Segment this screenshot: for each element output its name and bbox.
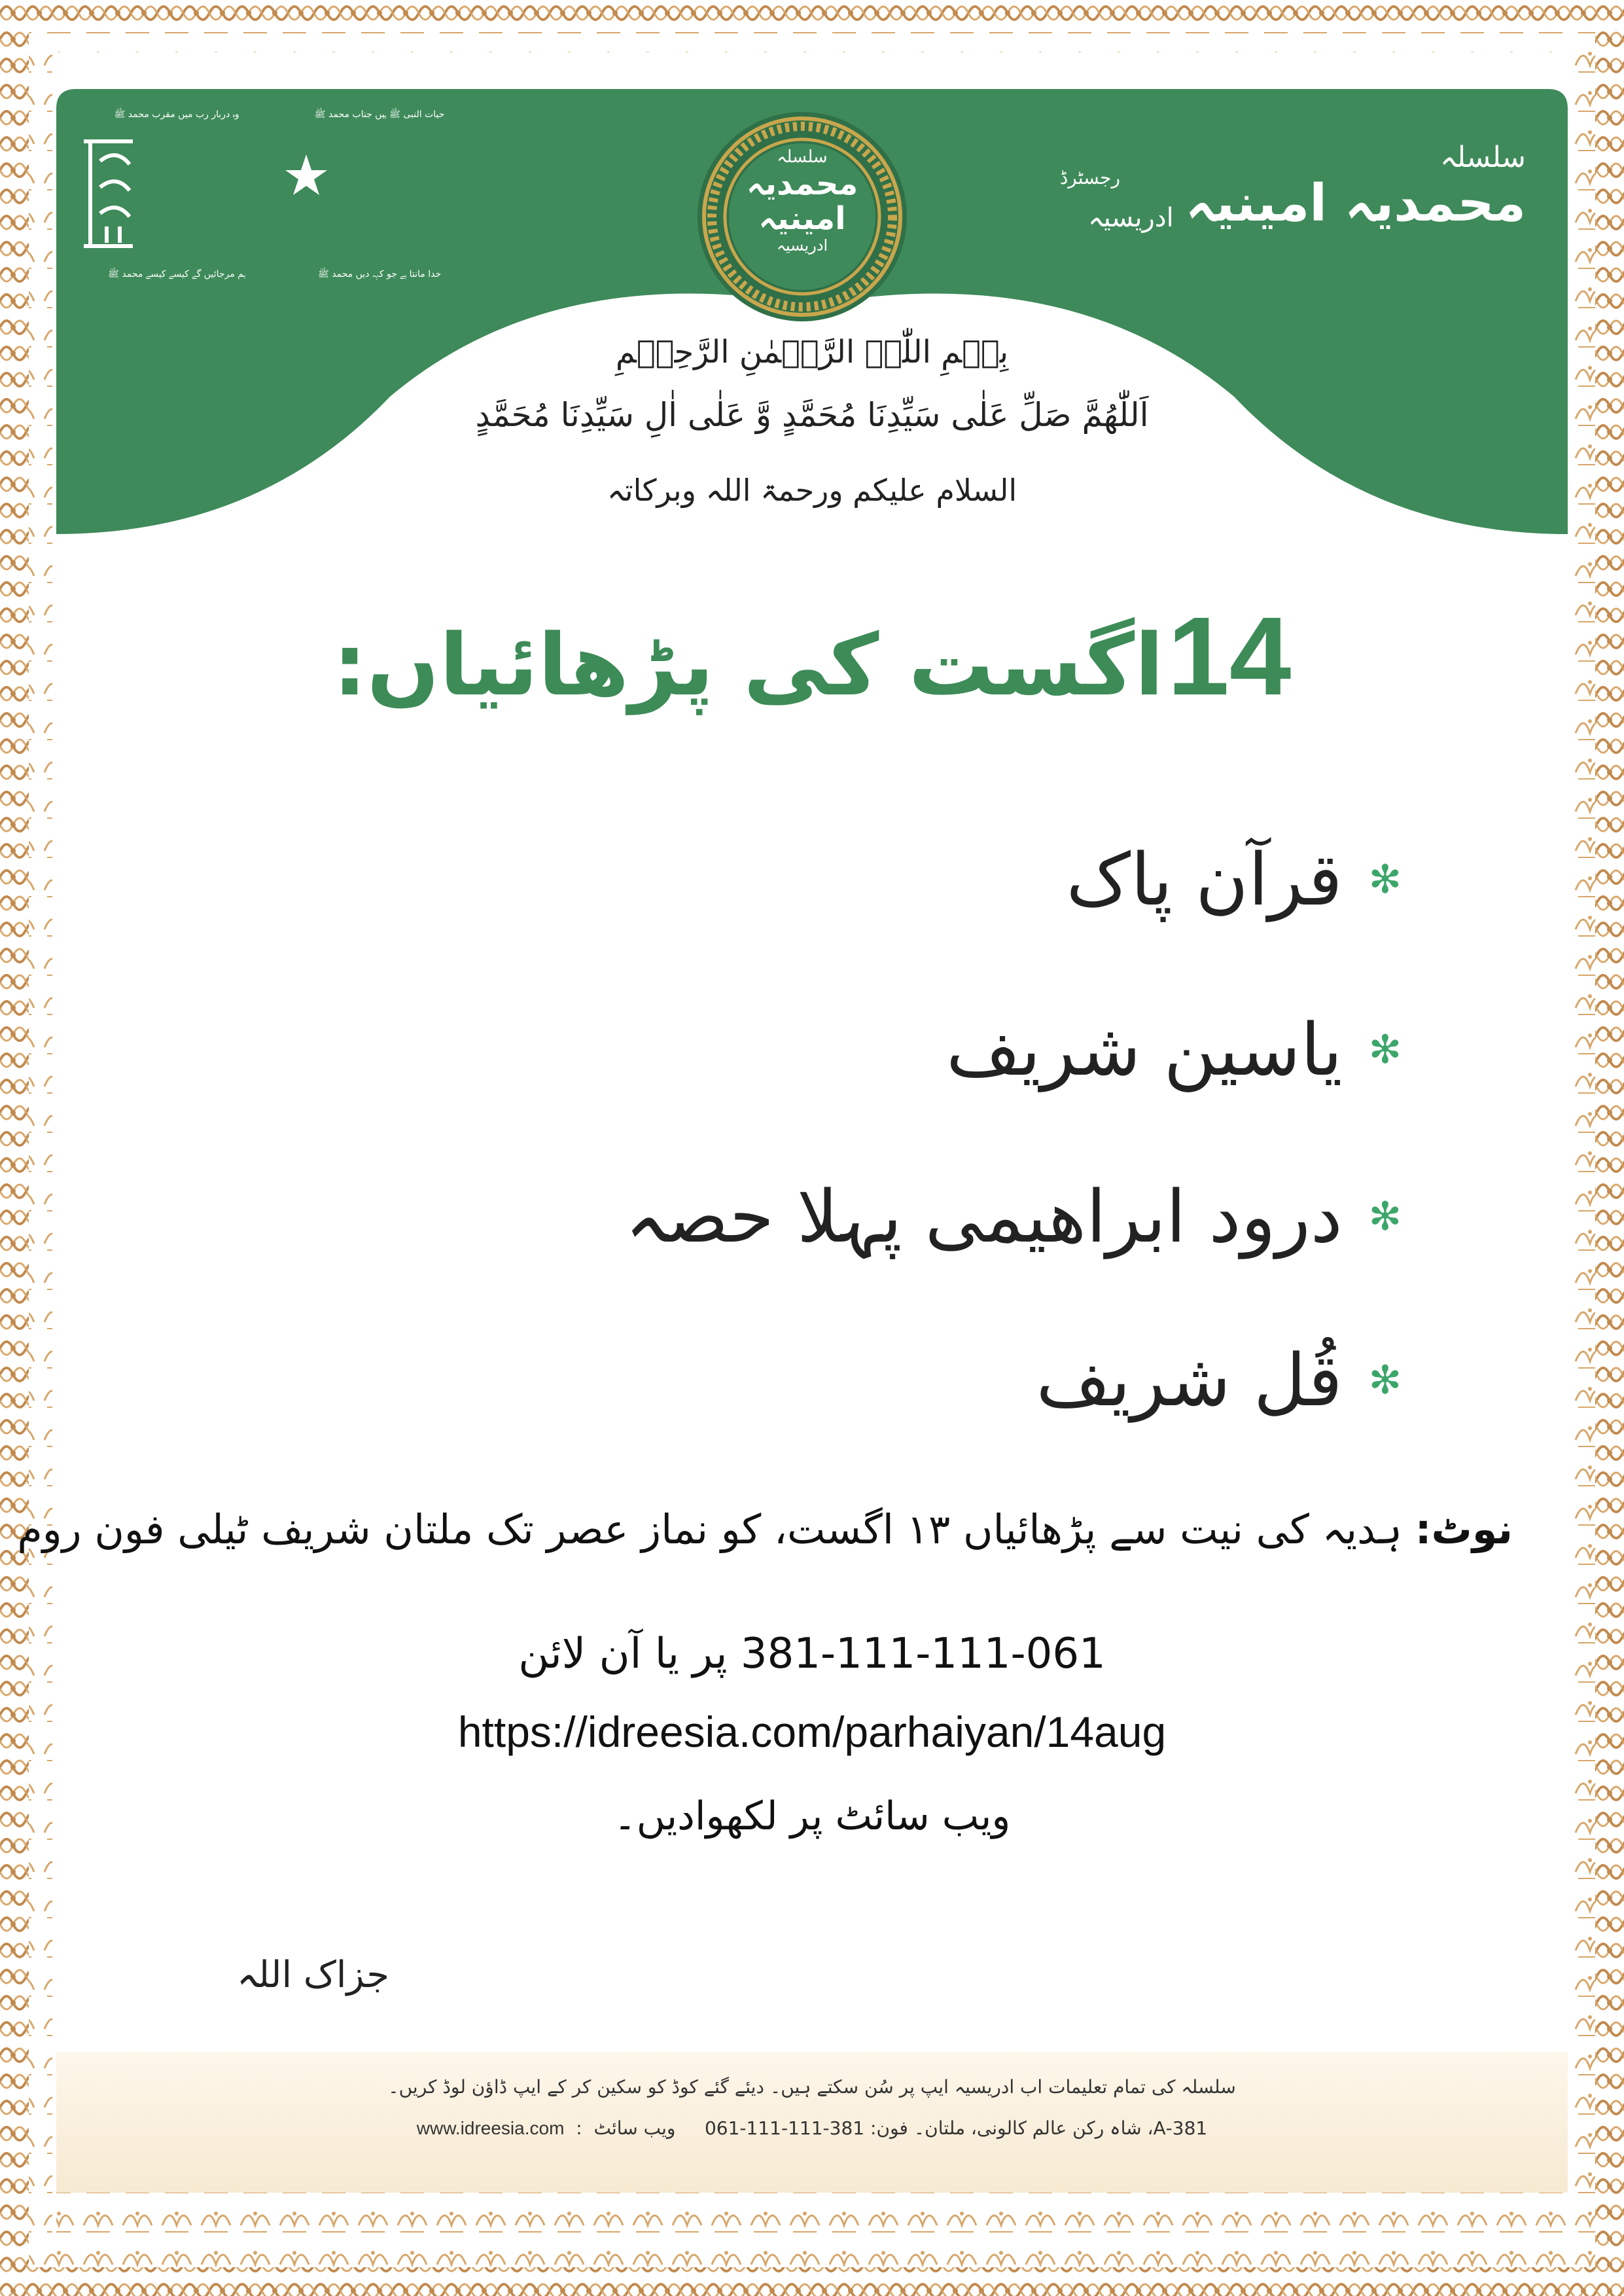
closing-text: جزاک اللہ [237,1954,389,1996]
registered-label: رجسٹرڈ [1059,167,1120,188]
seal-top-label: سلسلہ [777,147,828,167]
seal-line-2: امینیہ [758,200,846,237]
bullet-star-icon: ✻ [1368,857,1402,903]
star-crescent-icon [236,141,327,240]
footer-website-label: ویب سائٹ [593,2117,676,2139]
salaam: السلام علیکم ورحمۃ اللہ وبرکاتہ [607,473,1017,508]
list-item-label: یاسین شریف [946,1008,1343,1092]
org-name: محمدیہ امینیہ [1185,174,1526,233]
seal-line-1: محمدیہ [746,166,858,202]
footer-line-1: سلسلہ کی تمام تعلیمات اب ادریسیہ ایپ پر سُن سکتے ہیں۔ دیئے گئے کوڈ کو سکین کر کے ایپ ڈاؤن لوڈ کریں۔ [388,2076,1236,2098]
list-item [625,1175,1402,1259]
note-url[interactable]: https://idreesia.com/parhaiyan/14aug [457,1708,1167,1756]
bullet-star-icon: ✻ [1368,1194,1402,1240]
note-label: نوٹ: [1415,1505,1513,1553]
page-title [289,592,1335,721]
note-line-1 [17,1505,1513,1553]
seal-text [723,147,881,255]
footer-address: 381-A، شاہ رکن عالم کالونی، ملتان۔ فون: 381-111-111-061 [704,2117,1208,2139]
list-item-label: قرآن پاک [1066,838,1343,922]
bullet-star-icon: ✻ [1368,1027,1402,1073]
header-left-bottom-1: ہم مرجائیں گے کیسے کیسے محمد ﷺ [108,269,245,279]
org-title-block [937,141,1526,233]
header-left-bottom-2: خدا مانتا ہے جو کہہ دیں محمد ﷺ [317,269,442,279]
footer-line-2: 381-A، شاہ رکن عالم کالونی، ملتان۔ فون: 381-111-111-061 ویب سائٹ : www.idreesia.com [416,2117,1208,2139]
org-suffix: ادریسیہ [1088,203,1174,233]
list-item-label: درود ابراھیمی پہلا حصہ [625,1175,1343,1259]
bullet-star-icon: ✻ [1368,1357,1402,1403]
list-item [946,1008,1402,1092]
header-left-top-1: وہ دربار رب میں مقرب محمد ﷺ [114,109,239,120]
seal-bottom-label: ادریسیہ [776,236,828,255]
list-item [1067,838,1402,922]
title-text: اگست کی پڑھائیاں: [332,615,1164,715]
note-text: ہدیہ کی نیت سے پڑھائیاں ۱۳ اگست، کو نماز عصر تک ملتان شریف ٹیلی فون روم [17,1505,1403,1553]
list-item [1036,1338,1402,1422]
footer-website[interactable]: www.idreesia.com [416,2118,565,2138]
calligraphy-logo-icon [77,128,139,259]
note-website-line: ویب سائٹ پر لکھوادیں۔ [613,1793,1011,1839]
note-phone-line: 381-111-111-061 پر یا آن لائن [518,1630,1106,1678]
header-left-top-2: حیات النبی ﷺ ہیں جناب محمد ﷺ [314,109,445,120]
list-item-label: قُل شریف [1036,1338,1343,1422]
durood: اَللّٰھُمَّ صَلِّ عَلٰی سَیِّدِنَا مُحَمَّدٍ وَّ عَلٰی اٰلِ سَیِّدِنَا مُحَمَّدٍ [475,396,1149,434]
bismillah: بِسۡمِ اللّٰہِ الرَّحۡمٰنِ الرَّحِیۡمِ [615,334,1009,370]
org-small-label: سلسلہ [1439,141,1526,174]
title-number: 14 [1167,594,1292,719]
